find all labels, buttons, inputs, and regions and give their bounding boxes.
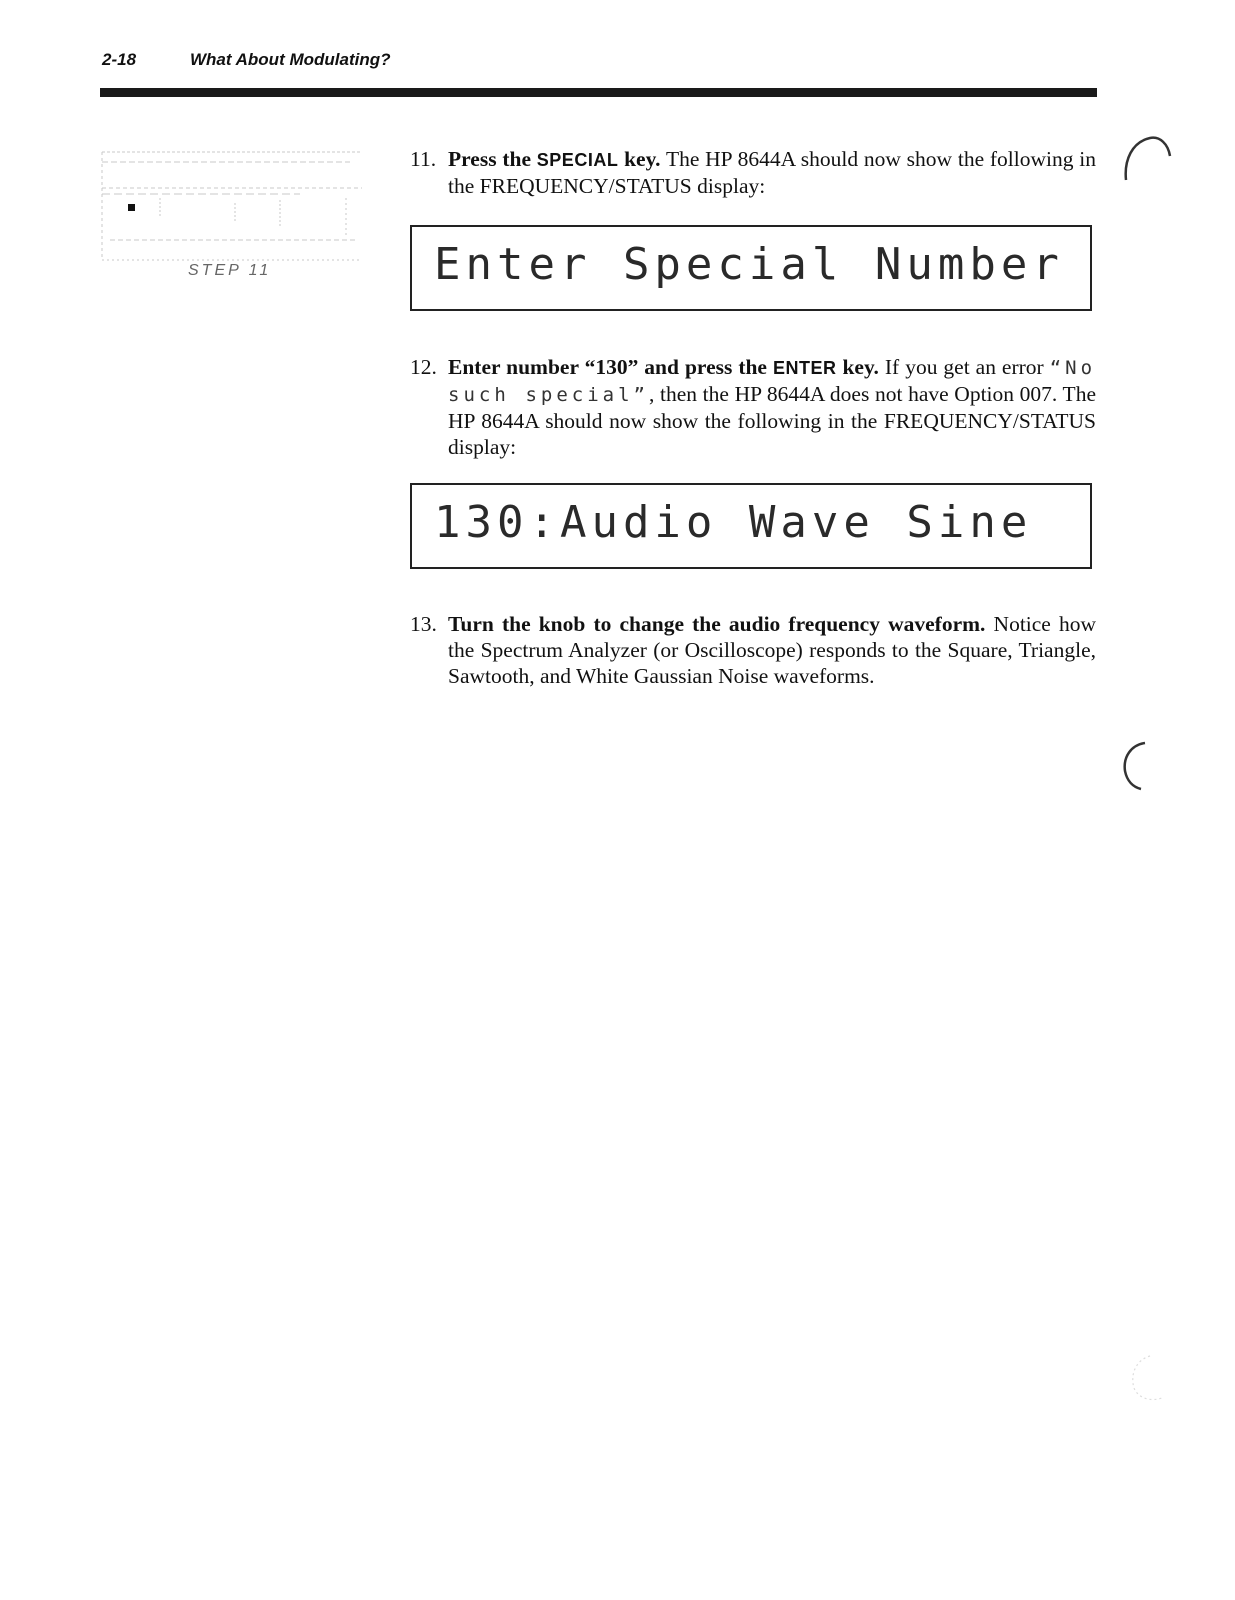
binder-hole-mark <box>1120 1350 1180 1410</box>
display-text: Enter Special Number <box>434 239 1064 290</box>
step-body <box>448 354 1096 460</box>
step-body <box>448 611 1096 689</box>
step-lead: Enter number “130” and press the <box>448 355 767 379</box>
error-display-text: “No such special” <box>448 357 1097 406</box>
key-name: ENTER <box>772 358 837 378</box>
frequency-status-display <box>410 225 1092 311</box>
step-text: Notice how the Spectrum Analyzer (or Oscilloscope) responds to the Square, Triangle, Sawtooth, and White Gaussian Noise waveforms. <box>448 612 1097 688</box>
step-number: 13. <box>410 612 437 636</box>
key-name: SPECIAL <box>536 150 619 170</box>
display-text: 130:Audio Wave Sine <box>434 497 1033 548</box>
special-key-marker <box>128 204 135 211</box>
front-panel-thumbnail <box>100 148 365 266</box>
binder-hole-mark <box>1115 735 1175 795</box>
key-suffix: key. <box>842 355 879 379</box>
header-rule <box>100 88 1097 97</box>
binder-hole-mark <box>1118 130 1178 190</box>
step-number: 11. <box>410 147 437 171</box>
step-text: The HP 8644A should now show the following in the FREQUENCY/STATUS display: <box>448 147 1096 198</box>
step-body <box>448 146 1096 199</box>
step-12 <box>410 354 1096 460</box>
section-title: What About Modulating? <box>190 50 391 69</box>
key-suffix: key. <box>624 147 661 171</box>
page-number: 2-18 <box>102 50 137 69</box>
frequency-status-display <box>410 483 1092 569</box>
step-text: , then the HP 8644A does not have Option 007. The HP 8644A should now show the following in the FREQUENCY/STATUS display: <box>448 382 1096 459</box>
thumbnail-caption: STEP 11 <box>188 262 272 279</box>
step-lead: Turn the knob to change the audio frequency waveform. <box>448 612 986 636</box>
step-text: If you get an error <box>878 355 1050 379</box>
step-11 <box>410 146 1096 199</box>
step-13 <box>410 611 1096 689</box>
step-lead: Press the <box>448 147 532 171</box>
step-number: 12. <box>410 355 437 379</box>
